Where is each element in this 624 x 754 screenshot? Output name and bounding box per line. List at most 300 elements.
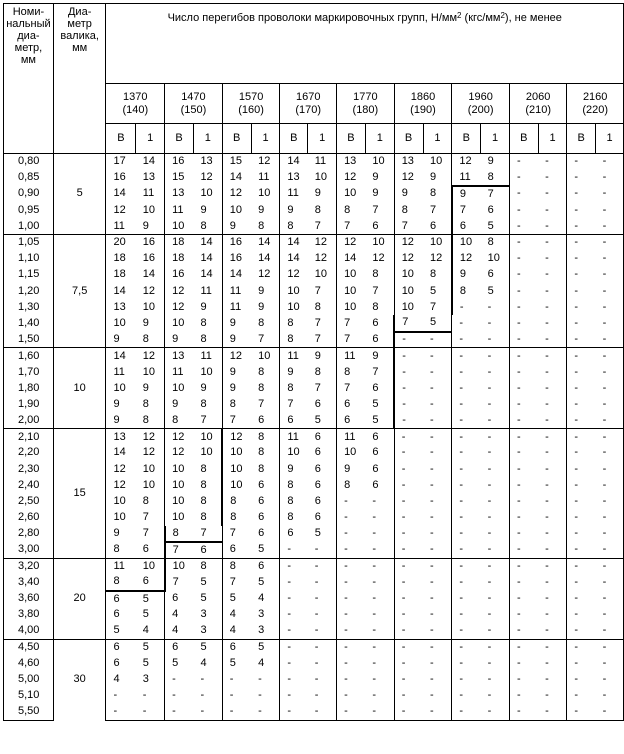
- bend-value-cell: -: [509, 672, 538, 688]
- bend-value-cell: -: [567, 299, 596, 315]
- bend-value-cell: -: [509, 493, 538, 509]
- bends-count-sup2: 2: [500, 11, 505, 20]
- bend-value-cell: 7: [337, 332, 366, 348]
- bend-value-cell: 10: [423, 154, 452, 170]
- bend-value-cell: 8: [193, 315, 222, 331]
- bend-value-cell: 10: [394, 283, 423, 299]
- roller-diameter-header-line: Диа-: [67, 6, 92, 18]
- bend-value-cell: -: [538, 283, 567, 299]
- bend-value-cell: 9: [308, 186, 337, 202]
- strength-group-header: [452, 84, 510, 124]
- bend-value-cell: 14: [193, 251, 222, 267]
- bend-value-cell: -: [452, 542, 481, 558]
- bend-value-cell: 12: [251, 154, 280, 170]
- bend-value-cell: -: [596, 299, 624, 315]
- bend-value-cell: 8: [136, 332, 165, 348]
- bend-value-cell: 9: [365, 170, 394, 186]
- bend-value-cell: -: [538, 315, 567, 331]
- bend-value-cell: 7: [365, 283, 394, 299]
- subgroup-header: В: [222, 124, 251, 154]
- bend-value-cell: 6: [251, 558, 280, 574]
- bend-value-cell: -: [280, 672, 308, 688]
- bend-value-cell: 9: [280, 461, 308, 477]
- bend-value-cell: -: [567, 477, 596, 493]
- bend-value-cell: -: [136, 688, 165, 704]
- bend-value-cell: -: [509, 591, 538, 607]
- strength-group-kgs: (150): [180, 103, 207, 116]
- subgroup-header: 1: [481, 124, 510, 154]
- bend-value-cell: 14: [222, 170, 251, 186]
- bend-value-cell: 9: [165, 332, 194, 348]
- bend-value-cell: -: [394, 348, 423, 364]
- bend-value-cell: -: [452, 299, 481, 315]
- bend-value-cell: -: [481, 672, 510, 688]
- bend-value-cell: -: [423, 574, 452, 590]
- bend-value-cell: 6: [452, 218, 481, 234]
- bend-value-cell: -: [394, 655, 423, 671]
- bend-value-cell: -: [394, 332, 423, 348]
- bend-value-cell: 12: [165, 445, 194, 461]
- bend-value-cell: 6: [423, 218, 452, 234]
- bend-value-cell: -: [481, 396, 510, 412]
- nominal-diameter-cell: 1,30: [4, 299, 54, 315]
- nominal-diameter-cell: 3,00: [4, 542, 54, 558]
- bend-value-cell: -: [596, 251, 624, 267]
- bend-value-cell: -: [337, 639, 366, 655]
- bend-value-cell: 8: [251, 218, 280, 234]
- bend-value-cell: 8: [280, 380, 308, 396]
- bend-value-cell: 6: [308, 493, 337, 509]
- bend-value-cell: 4: [222, 623, 251, 639]
- bend-value-cell: -: [251, 672, 280, 688]
- nominal-diameter-cell: 5,10: [4, 688, 54, 704]
- bend-value-cell: -: [567, 526, 596, 542]
- bend-value-cell: -: [452, 445, 481, 461]
- bend-value-cell: 14: [280, 251, 308, 267]
- bend-value-cell: 7: [308, 283, 337, 299]
- bend-value-cell: -: [596, 574, 624, 590]
- bend-value-cell: -: [423, 607, 452, 623]
- bend-value-cell: 6: [106, 639, 136, 655]
- bend-value-cell: 10: [106, 510, 136, 526]
- bend-value-cell: 6: [165, 591, 194, 607]
- bend-value-cell: -: [365, 623, 394, 639]
- bend-value-cell: -: [394, 493, 423, 509]
- bend-value-cell: -: [596, 623, 624, 639]
- bend-value-cell: 9: [106, 413, 136, 429]
- bend-value-cell: 6: [337, 396, 366, 412]
- subgroup-header: В: [394, 124, 423, 154]
- bend-value-cell: -: [596, 672, 624, 688]
- bend-value-cell: 12: [136, 283, 165, 299]
- bend-value-cell: -: [452, 413, 481, 429]
- bend-value-cell: 5: [251, 542, 280, 558]
- bend-value-cell: 5: [136, 655, 165, 671]
- bend-value-cell: -: [337, 510, 366, 526]
- strength-group-kgs: (140): [122, 103, 149, 116]
- bend-value-cell: 9: [222, 315, 251, 331]
- bend-value-cell: -: [509, 396, 538, 412]
- subgroup-header: 1: [251, 124, 280, 154]
- bend-value-cell: 10: [423, 234, 452, 250]
- bend-value-cell: 6: [280, 526, 308, 542]
- bend-value-cell: 10: [136, 364, 165, 380]
- bend-value-cell: 12: [136, 348, 165, 364]
- bend-value-cell: 12: [222, 348, 251, 364]
- bend-value-cell: -: [538, 623, 567, 639]
- bend-value-cell: 3: [193, 607, 222, 623]
- bend-value-cell: -: [136, 704, 165, 720]
- bend-value-cell: -: [567, 574, 596, 590]
- bend-value-cell: -: [423, 704, 452, 720]
- bend-value-cell: 18: [106, 267, 136, 283]
- strength-group-nmm: 1370: [123, 90, 148, 103]
- bend-value-cell: -: [308, 542, 337, 558]
- bend-value-cell: -: [452, 591, 481, 607]
- bend-value-cell: -: [509, 251, 538, 267]
- nominal-diameter-cell: 2,60: [4, 510, 54, 526]
- bend-value-cell: 8: [222, 510, 251, 526]
- bend-value-cell: 8: [280, 332, 308, 348]
- wire-bends-table-container: [3, 3, 624, 721]
- bend-value-cell: 14: [280, 154, 308, 170]
- bend-value-cell: 8: [222, 396, 251, 412]
- bend-value-cell: 5: [222, 655, 251, 671]
- bend-value-cell: 10: [481, 251, 510, 267]
- bend-value-cell: -: [365, 639, 394, 655]
- bend-value-cell: -: [509, 623, 538, 639]
- bend-value-cell: 5: [165, 655, 194, 671]
- bend-value-cell: -: [365, 704, 394, 720]
- bend-value-cell: 5: [481, 218, 510, 234]
- bend-value-cell: 3: [193, 623, 222, 639]
- bend-value-cell: 12: [337, 234, 366, 250]
- bend-value-cell: 16: [222, 234, 251, 250]
- bend-value-cell: -: [394, 574, 423, 590]
- bend-value-cell: -: [509, 445, 538, 461]
- bend-value-cell: -: [509, 574, 538, 590]
- bend-value-cell: 9: [222, 364, 251, 380]
- bend-value-cell: -: [423, 429, 452, 445]
- bend-value-cell: 4: [251, 591, 280, 607]
- bend-value-cell: 4: [106, 672, 136, 688]
- bend-value-cell: -: [394, 688, 423, 704]
- nominal-diameter-header-line: нальный: [6, 18, 51, 30]
- bend-value-cell: 8: [280, 493, 308, 509]
- bend-value-cell: 5: [251, 574, 280, 590]
- bend-value-cell: -: [423, 623, 452, 639]
- bend-value-cell: 7: [280, 396, 308, 412]
- bend-value-cell: -: [165, 672, 194, 688]
- strength-group-nmm: 1570: [238, 90, 264, 103]
- bend-value-cell: -: [481, 315, 510, 331]
- bend-value-cell: 6: [365, 315, 394, 331]
- bend-value-cell: 8: [193, 510, 222, 526]
- bend-value-cell: 14: [222, 267, 251, 283]
- bend-value-cell: 5: [365, 396, 394, 412]
- bend-value-cell: -: [308, 704, 337, 720]
- bend-value-cell: -: [596, 348, 624, 364]
- bend-value-cell: 13: [394, 154, 423, 170]
- bend-value-cell: 17: [106, 154, 136, 170]
- bend-value-cell: -: [452, 461, 481, 477]
- bend-value-cell: -: [509, 364, 538, 380]
- bend-value-cell: 10: [394, 267, 423, 283]
- bend-value-cell: 10: [106, 493, 136, 509]
- bend-value-cell: 13: [193, 154, 222, 170]
- bend-value-cell: -: [452, 672, 481, 688]
- strength-group-kgs: (180): [352, 103, 379, 116]
- bend-value-cell: 8: [193, 218, 222, 234]
- bend-value-cell: -: [509, 510, 538, 526]
- bend-value-cell: -: [509, 655, 538, 671]
- nominal-diameter-cell: 5,00: [4, 672, 54, 688]
- bend-value-cell: -: [567, 396, 596, 412]
- bend-value-cell: 12: [452, 154, 481, 170]
- bend-value-cell: -: [308, 655, 337, 671]
- bend-value-cell: 7: [423, 202, 452, 218]
- bend-value-cell: -: [567, 672, 596, 688]
- bend-value-cell: 9: [193, 202, 222, 218]
- bend-value-cell: -: [481, 526, 510, 542]
- bend-value-cell: 10: [193, 186, 222, 202]
- bend-value-cell: -: [423, 396, 452, 412]
- bend-value-cell: 11: [106, 364, 136, 380]
- bend-value-cell: -: [596, 332, 624, 348]
- table-row: [4, 348, 624, 364]
- bend-value-cell: -: [280, 574, 308, 590]
- bend-value-cell: -: [567, 639, 596, 655]
- bend-value-cell: 6: [365, 477, 394, 493]
- bend-value-cell: -: [452, 380, 481, 396]
- bend-value-cell: -: [481, 445, 510, 461]
- bend-value-cell: -: [567, 202, 596, 218]
- nominal-diameter-cell: 5,50: [4, 704, 54, 720]
- bend-value-cell: -: [596, 542, 624, 558]
- bend-value-cell: -: [481, 607, 510, 623]
- bend-value-cell: -: [596, 607, 624, 623]
- bend-value-cell: 12: [308, 251, 337, 267]
- bend-value-cell: -: [538, 607, 567, 623]
- bend-value-cell: 11: [193, 283, 222, 299]
- bend-value-cell: -: [567, 380, 596, 396]
- bend-value-cell: -: [567, 607, 596, 623]
- bend-value-cell: 3: [251, 607, 280, 623]
- bend-value-cell: 11: [193, 348, 222, 364]
- bend-value-cell: -: [165, 704, 194, 720]
- bend-value-cell: 10: [165, 315, 194, 331]
- bend-value-cell: 13: [136, 170, 165, 186]
- bend-value-cell: 10: [106, 315, 136, 331]
- bend-value-cell: -: [567, 623, 596, 639]
- bend-value-cell: -: [509, 639, 538, 655]
- bend-value-cell: -: [538, 413, 567, 429]
- bend-value-cell: 4: [222, 607, 251, 623]
- bend-value-cell: -: [596, 234, 624, 250]
- bend-value-cell: 7: [308, 218, 337, 234]
- bend-value-cell: 8: [308, 364, 337, 380]
- nominal-diameter-cell: 3,60: [4, 591, 54, 607]
- bend-value-cell: 10: [337, 299, 366, 315]
- bend-value-cell: 9: [280, 202, 308, 218]
- roller-diameter-header: [53, 4, 106, 154]
- bend-value-cell: 3: [251, 623, 280, 639]
- bend-value-cell: -: [481, 332, 510, 348]
- bend-value-cell: 11: [280, 348, 308, 364]
- strength-group-nmm: 2160: [582, 90, 608, 103]
- bends-count-title: Число перегибов проволоки маркировочных групп, Н/мм: [167, 12, 458, 24]
- bend-value-cell: 6: [337, 413, 366, 429]
- bend-value-cell: -: [165, 688, 194, 704]
- bend-value-cell: -: [481, 380, 510, 396]
- bend-value-cell: 10: [280, 445, 308, 461]
- strength-group-header: [394, 84, 452, 124]
- bend-value-cell: 11: [165, 364, 194, 380]
- bend-value-cell: 7: [222, 574, 251, 590]
- bend-value-cell: -: [106, 704, 136, 720]
- bend-value-cell: -: [423, 364, 452, 380]
- bend-value-cell: -: [596, 364, 624, 380]
- nominal-diameter-cell: 4,50: [4, 639, 54, 655]
- bend-value-cell: -: [567, 332, 596, 348]
- bend-value-cell: -: [423, 445, 452, 461]
- subgroup-header: В: [337, 124, 366, 154]
- nominal-diameter-cell: 2,00: [4, 413, 54, 429]
- bend-value-cell: -: [423, 688, 452, 704]
- bend-value-cell: -: [452, 639, 481, 655]
- nominal-diameter-cell: 2,40: [4, 477, 54, 493]
- nominal-diameter-cell: 0,90: [4, 186, 54, 202]
- bend-value-cell: -: [596, 477, 624, 493]
- bend-value-cell: -: [567, 704, 596, 720]
- bend-value-cell: -: [509, 218, 538, 234]
- bend-value-cell: -: [481, 704, 510, 720]
- bend-value-cell: 9: [337, 461, 366, 477]
- strength-group-nmm: 1470: [181, 90, 206, 103]
- bend-value-cell: 8: [280, 477, 308, 493]
- bend-value-cell: -: [280, 704, 308, 720]
- bend-value-cell: -: [452, 332, 481, 348]
- bend-value-cell: -: [222, 704, 251, 720]
- bend-value-cell: -: [509, 283, 538, 299]
- bend-value-cell: 7: [165, 542, 194, 558]
- bend-value-cell: 14: [106, 283, 136, 299]
- bend-value-cell: -: [481, 413, 510, 429]
- bend-value-cell: -: [538, 542, 567, 558]
- bend-value-cell: 9: [452, 267, 481, 283]
- bend-value-cell: 9: [106, 332, 136, 348]
- bend-value-cell: -: [308, 639, 337, 655]
- bend-value-cell: 11: [222, 299, 251, 315]
- bend-value-cell: 11: [280, 429, 308, 445]
- bend-value-cell: 10: [136, 202, 165, 218]
- bend-value-cell: 6: [308, 510, 337, 526]
- bend-value-cell: 8: [280, 218, 308, 234]
- bend-value-cell: 14: [193, 267, 222, 283]
- bend-value-cell: -: [567, 493, 596, 509]
- bend-value-cell: -: [365, 688, 394, 704]
- strength-group-kgs: (160): [238, 103, 264, 116]
- bend-value-cell: 9: [251, 202, 280, 218]
- bend-value-cell: 4: [251, 655, 280, 671]
- bend-value-cell: 10: [337, 186, 366, 202]
- bend-value-cell: -: [538, 267, 567, 283]
- roller-diameter-cell: 10: [53, 348, 106, 429]
- bend-value-cell: 14: [106, 348, 136, 364]
- nominal-diameter-cell: 1,60: [4, 348, 54, 364]
- bend-value-cell: -: [596, 315, 624, 331]
- subgroup-header: 1: [423, 124, 452, 154]
- bend-value-cell: -: [509, 202, 538, 218]
- roller-diameter-cell: 7,5: [53, 234, 106, 347]
- bend-value-cell: -: [567, 461, 596, 477]
- bend-value-cell: 6: [222, 639, 251, 655]
- bend-value-cell: -: [452, 477, 481, 493]
- bend-value-cell: 6: [136, 574, 165, 590]
- nominal-diameter-cell: 2,20: [4, 445, 54, 461]
- strength-group-header: [567, 84, 624, 124]
- bend-value-cell: -: [394, 607, 423, 623]
- bend-value-cell: -: [365, 591, 394, 607]
- bend-value-cell: -: [538, 461, 567, 477]
- bend-value-cell: -: [394, 477, 423, 493]
- subgroup-header: 1: [193, 124, 222, 154]
- bend-value-cell: 10: [222, 202, 251, 218]
- bend-value-cell: 12: [280, 267, 308, 283]
- bend-value-cell: 12: [136, 445, 165, 461]
- bend-value-cell: 7: [308, 332, 337, 348]
- bend-value-cell: -: [538, 186, 567, 202]
- bend-value-cell: 16: [106, 170, 136, 186]
- bend-value-cell: 9: [308, 348, 337, 364]
- bend-value-cell: 8: [193, 461, 222, 477]
- nominal-diameter-cell: 3,20: [4, 558, 54, 574]
- bend-value-cell: 8: [251, 461, 280, 477]
- bend-value-cell: 11: [337, 429, 366, 445]
- strength-group-nmm: 2060: [525, 90, 551, 103]
- bend-value-cell: 9: [165, 396, 194, 412]
- bend-value-cell: 10: [106, 380, 136, 396]
- bend-value-cell: -: [596, 655, 624, 671]
- bend-value-cell: 10: [308, 170, 337, 186]
- bend-value-cell: 8: [365, 267, 394, 283]
- bend-value-cell: -: [567, 315, 596, 331]
- bend-value-cell: -: [509, 267, 538, 283]
- strength-group-nmm: 1860: [410, 90, 436, 103]
- bend-value-cell: -: [251, 688, 280, 704]
- bend-value-cell: 8: [280, 510, 308, 526]
- bend-value-cell: -: [509, 315, 538, 331]
- nominal-diameter-cell: 4,60: [4, 655, 54, 671]
- bend-value-cell: 4: [136, 623, 165, 639]
- bend-value-cell: -: [481, 639, 510, 655]
- bend-value-cell: 6: [365, 461, 394, 477]
- bend-value-cell: 13: [165, 186, 194, 202]
- bend-value-cell: -: [337, 655, 366, 671]
- bend-value-cell: 12: [365, 251, 394, 267]
- bend-value-cell: -: [481, 299, 510, 315]
- bend-value-cell: -: [394, 364, 423, 380]
- bend-value-cell: 5: [481, 283, 510, 299]
- bend-value-cell: 4: [165, 623, 194, 639]
- bend-value-cell: -: [567, 218, 596, 234]
- bend-value-cell: -: [365, 607, 394, 623]
- bend-value-cell: 20: [106, 234, 136, 250]
- nominal-diameter-cell: 1,20: [4, 283, 54, 299]
- bend-value-cell: -: [509, 332, 538, 348]
- nominal-diameter-cell: 4,00: [4, 623, 54, 639]
- bend-value-cell: 10: [136, 299, 165, 315]
